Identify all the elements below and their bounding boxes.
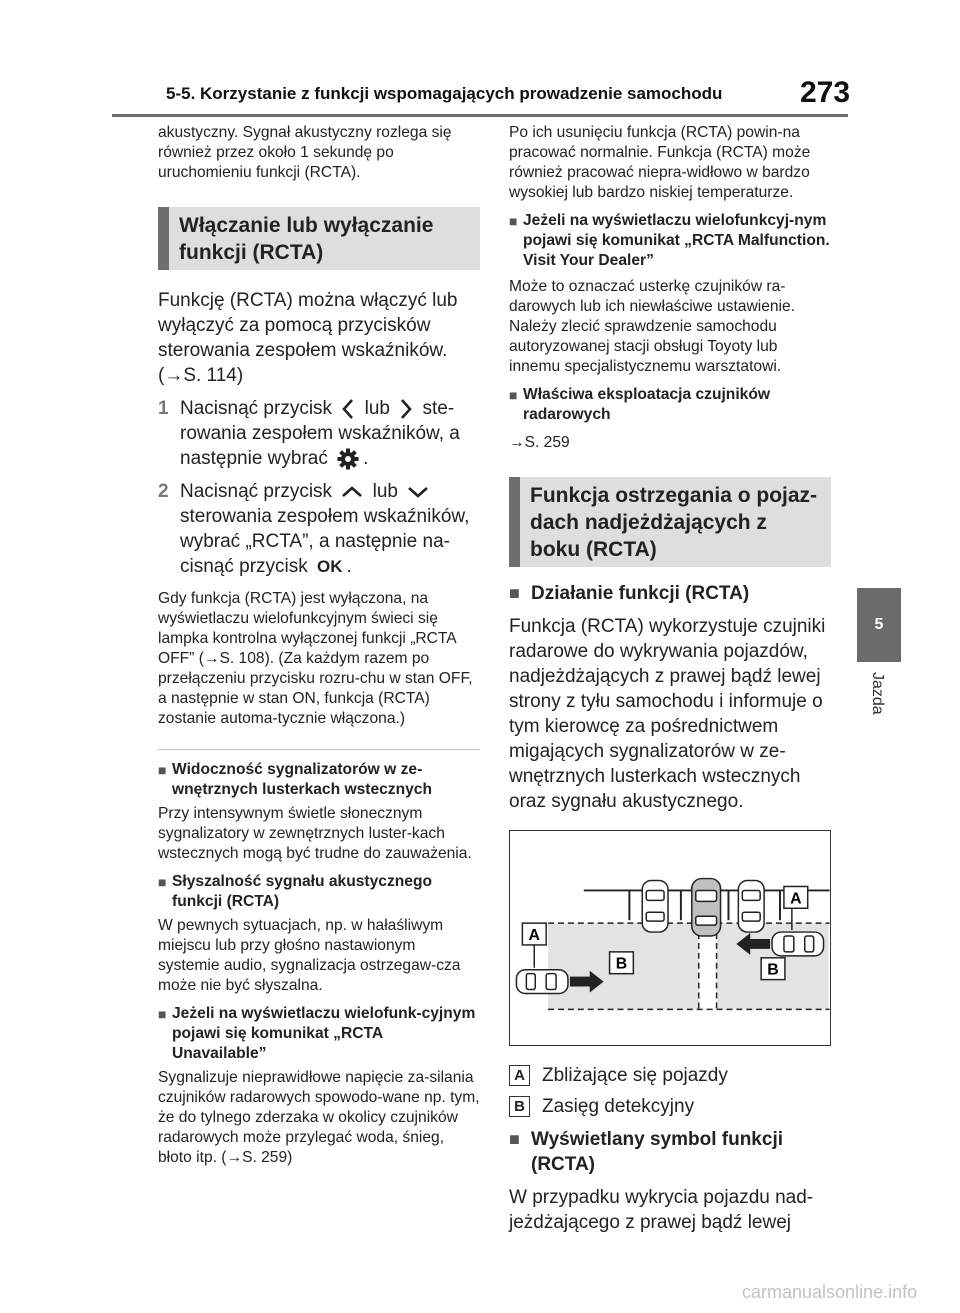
step-text: . xyxy=(363,448,369,469)
step-text: lub xyxy=(364,398,390,419)
gear-icon xyxy=(337,448,359,470)
left-column xyxy=(158,123,480,1168)
info-heading xyxy=(509,385,831,425)
symbol-body: W przypadku wykrycia pojazdu nad-jeżdżającego z prawej bądź lewej xyxy=(509,1187,814,1233)
ok-icon: OK xyxy=(317,557,343,577)
header-divider xyxy=(112,114,848,117)
square-bullet-icon: ■ xyxy=(509,1129,520,1149)
chevron-right-icon xyxy=(399,398,413,420)
section-heading-toggle: Włączanie lub wyłączanie funkcji (RCTA) xyxy=(158,207,480,270)
label-b-right: B xyxy=(767,961,779,979)
info-heading-text: Właściwa eksploatacja czujników radarowych xyxy=(523,386,770,423)
legend-key: A xyxy=(509,1065,530,1086)
step-text: Nacisnąć przycisk xyxy=(180,398,333,419)
info-body: →S. 259 xyxy=(509,434,570,451)
square-bullet-icon: ■ xyxy=(158,1006,167,1023)
step-number: 2 xyxy=(158,481,169,502)
chapter-tab-number: 5 xyxy=(857,588,901,662)
step-1 xyxy=(158,396,480,471)
label-a-left: A xyxy=(528,926,540,944)
step-text: lub xyxy=(372,481,398,502)
right-column xyxy=(509,123,831,1235)
section-heading-rcta: Funkcja ostrzegania o pojaz-dach nadjeżdżających z boku (RCTA) xyxy=(509,477,831,567)
step-text: sterowania zespołem wskaźników, wybrać „RCTA”, a następnie na-cisnąć przycisk xyxy=(180,506,470,577)
left-note-text: Gdy funkcja (RCTA) jest wyłączona, na wyświetlaczu wielofunkcyjnym świeci się lampka kontrolna wyłączonej funkcji „RCTA OFF” (→S. 108). (Za każdym razem po przełączeniu przycisku rozru-chu w stan OFF, a następnie w stan ON, funkcja (RCTA) zostanie automa-tycznie włączona.) xyxy=(158,590,473,728)
step-number: 1 xyxy=(158,398,169,419)
right-intro-text: Po ich usunięciu funkcja (RCTA) powin-na pracować normalnie. Funkcja (RCTA) może również pracować niepra-widłowo w bardzo wysokiej lub bardzo niskiej temperaturze. xyxy=(509,124,811,201)
square-bullet-icon: ■ xyxy=(509,213,518,229)
symbol-heading-text: Wyświetlany symbol funkcji (RCTA) xyxy=(531,1129,784,1175)
step-text: Nacisnąć przycisk xyxy=(180,481,333,502)
own-car xyxy=(692,879,721,936)
square-bullet-icon: ■ xyxy=(158,874,167,891)
watermark: carmanualsonline.info xyxy=(742,1282,918,1302)
legend-text: Zasięg detekcyjny xyxy=(542,1096,695,1117)
info-heading-text: Słyszalność sygnału akustycznego funkcji (RCTA) xyxy=(172,873,432,911)
step-2 xyxy=(158,479,480,579)
operation-heading xyxy=(509,581,831,606)
info-body: Sygnalizuje nieprawidłowe napięcie za-silania czujników radarowych spowodo-wane np. tym, że do tylnego zderzaka w okolicy czujników radarowych może przylegać woda, śnieg, błoto itp. (→S. 259) xyxy=(158,1069,480,1167)
info-heading xyxy=(158,1004,480,1064)
info-heading xyxy=(509,211,831,271)
section-body-toggle: Funkcję (RCTA) można włączyć lub wyłączyć za pomocą przycisków sterowania zespołem wskaźników. (→S. 114) xyxy=(158,290,458,386)
step-text: ste-rowania zespołem wskaźników, a następnie wybrać xyxy=(180,398,460,469)
left-intro-text: akustyczny. Sygnał akustyczny rozlega się również przez około 1 sekundę po uruchomieniu funkcji (RCTA). xyxy=(158,124,452,181)
symbol-heading xyxy=(509,1127,831,1177)
info-body: Przy intensywnym świetle słonecznym sygnalizatory w zewnętrznych luster-kach wstecznych mogą być trudne do zauważenia. xyxy=(158,805,472,863)
square-bullet-icon: ■ xyxy=(509,583,520,603)
square-bullet-icon: ■ xyxy=(158,762,167,779)
chevron-up-icon xyxy=(341,485,363,499)
info-heading-text: Jeżeli na wyświetlaczu wielofunkcyj-nym pojawi się komunikat „RCTA Malfunction. Visit Your Dealer” xyxy=(523,212,830,269)
square-bullet-icon: ■ xyxy=(509,387,518,403)
legend-key: B xyxy=(509,1096,530,1117)
operation-heading-text: Działanie funkcji (RCTA) xyxy=(531,583,750,604)
chevron-down-icon xyxy=(407,485,429,499)
page-header-title: 5-5. Korzystanie z funkcji wspomagających prowadzenie samochodu xyxy=(166,84,723,103)
info-heading-text: Jeżeli na wyświetlaczu wielofunk-cyjnym pojawi się komunikat „RCTA Unavailable” xyxy=(172,1005,476,1063)
info-body: W pewnych sytuacjach, np. w hałaśliwym miejscu lub przy głośno nastawionym systemie audio, sygnalizacja ostrzegaw-cza może nie być słyszalna. xyxy=(158,917,461,995)
info-heading xyxy=(158,872,480,912)
chapter-tab-label: Jazda xyxy=(869,672,886,715)
label-b-left: B xyxy=(615,955,628,973)
divider xyxy=(158,749,480,750)
legend-item xyxy=(509,1063,831,1088)
page-number: 273 xyxy=(800,76,851,109)
step-text: . xyxy=(346,556,352,577)
label-a-right: A xyxy=(790,890,802,908)
info-heading-text: Widoczność sygnalizatorów w ze-wnętrznych lusterkach wstecznych xyxy=(172,761,432,799)
rcta-diagram xyxy=(509,830,831,1046)
info-heading xyxy=(158,760,480,800)
chevron-left-icon xyxy=(341,398,355,420)
legend-item xyxy=(509,1094,831,1119)
legend-text: Zbliżające się pojazdy xyxy=(542,1065,728,1086)
info-body: Może to oznaczać usterkę czujników ra-darowych lub ich niewłaściwe ustawienie. Należy zlecić sprawdzenie samochodu autoryzowanej stacji obsługi Toyoty lub innemu specjalistycznemu warsztatowi. xyxy=(509,278,796,375)
operation-body: Funkcja (RCTA) wykorzystuje czujniki radarowe do wykrywania pojazdów, nadjeżdżających z prawej bądź lewej strony z tyłu samochodu i informuje o tym kierowcę za pośrednictwem migających sygnalizatorów w ze-wnętrznych lusterkach wstecznych oraz sygnału akustycznego. xyxy=(509,616,826,812)
